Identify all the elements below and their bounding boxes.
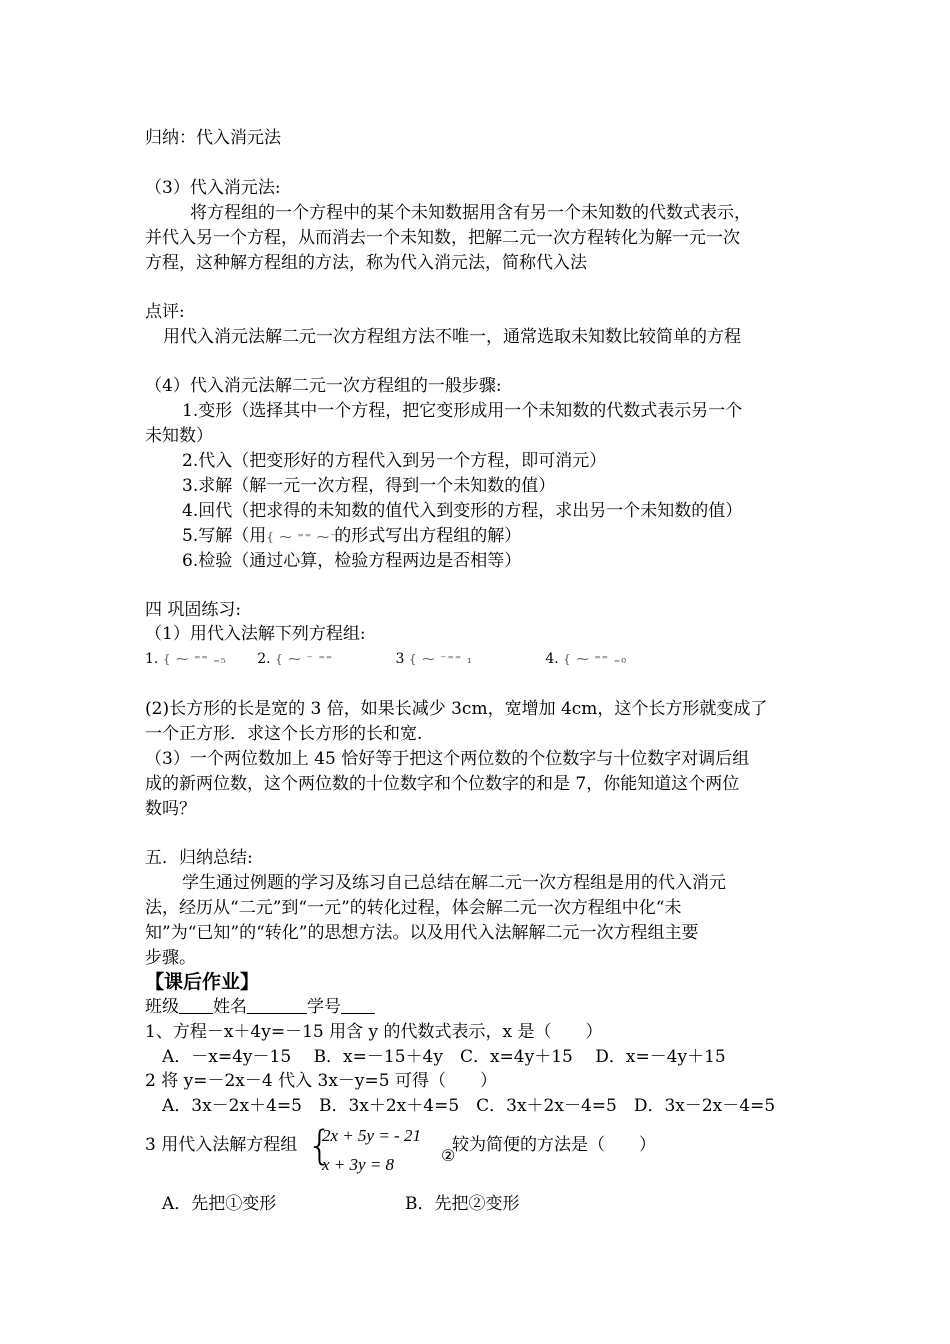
system-3-label: 3 — [395, 651, 405, 667]
homework-info-row — [145, 995, 375, 1019]
practice-systems-row — [145, 647, 663, 671]
step-5-suffix: 的形式写出方程组的解） — [334, 526, 522, 546]
practice-1-heading: （1）用代入法解下列方程组: — [145, 624, 366, 644]
question-3-prefix: 3 用代入法解方程组 — [145, 1135, 298, 1155]
q3-equation-2: x + 3y = 8 — [322, 1155, 395, 1174]
name-blank[interactable] — [247, 995, 307, 1014]
q3-option-a: A．先把①变形 — [162, 1194, 277, 1214]
question-3-suffix: 较为简便的方法是（ ） — [452, 1135, 656, 1155]
section-summary-heading: 五．归纳总结: — [145, 848, 253, 868]
paragraph-line: 将方程组的一个方程中的某个未知数据用含有另一个未知数的代数式表示， — [190, 203, 751, 223]
id-label: 学号 — [307, 997, 341, 1017]
summary-line: 学生通过例题的学习及练习自己总结在解二元一次方程组是用的代入消元 — [182, 873, 726, 893]
practice-2-line2: 一个正方形．求这个长方形的长和宽. — [145, 724, 423, 744]
section-3-heading: （3）代入消元法: — [145, 178, 281, 198]
step-3: 3.求解（解一元一次方程，得到一个未知数的值） — [182, 476, 556, 496]
section-practice-heading: 四 巩固练习: — [145, 600, 242, 620]
q3-option-b: B．先把②变形 — [405, 1194, 520, 1214]
question-2: 2 将 y=－2x－4 代入 3x－y=5 可得（ ） — [145, 1071, 497, 1091]
homework-title: 【课后作业】 — [145, 971, 260, 993]
step-4: 4.回代（把求得的未知数的值代入到变形的方程，求出另一个未知数的值） — [182, 501, 743, 521]
system-4-label: 4. — [545, 651, 559, 667]
step-5 — [182, 524, 521, 549]
system-4-image: { ⁓ ⁼⁼ ₌₀ — [563, 652, 628, 666]
step-6: 6.检验（通过心算，检验方程两边是否相等） — [182, 551, 522, 571]
system-3-image: { ⁓ ⁻⁼⁼ ₁ — [408, 652, 473, 666]
step-5-prefix: 5.写解（用 — [182, 526, 267, 546]
q3-equation-1: 2x + 5y = - 21 — [322, 1126, 421, 1145]
paragraph-line: 并代入另一个方程，从而消去一个未知数，把解二元一次方程转化为解一元一次 — [145, 228, 740, 248]
practice-3-line1: （3）一个两位数加上 45 恰好等于把这个两位数的个位数字与十位数字对调后组 — [145, 749, 750, 769]
practice-3-line3: 数吗？ — [145, 799, 196, 819]
question-1-options: A．－x=4y－15 B．x=－15＋4y C．x=4y＋15 D．x=－4y＋15 — [162, 1047, 726, 1067]
system-1-image: { ⁓ ⁼⁼ ₌₅ — [162, 652, 227, 666]
class-label: 班级 — [145, 997, 179, 1017]
class-blank[interactable] — [179, 995, 213, 1014]
name-label: 姓名 — [213, 997, 247, 1017]
paragraph-line: 方程，这种解方程组的方法，称为代入消元法，简称代入法 — [145, 253, 587, 273]
comment-text: 用代入消元法解二元一次方程组方法不唯一，通常选取未知数比较简单的方程 — [163, 327, 741, 347]
q3-circle-2: ② — [441, 1146, 456, 1165]
system-2-image: { ⁓ ⁻ ⁼⁼ — [275, 652, 334, 666]
system-2-label: 2. — [257, 651, 271, 667]
solution-form-image: { ⁓ ⁼⁼ ⁓⁻ — [266, 530, 338, 544]
question-2-options: A．3x－2x＋4=5 B．3x＋2x＋4=5 C．3x＋2x－4=5 D．3x－2x－4=5 — [162, 1096, 776, 1116]
id-blank[interactable] — [341, 995, 375, 1014]
comment-heading: 点评: — [145, 302, 185, 322]
system-brace: { — [307, 1123, 333, 1169]
step-1: 1.变形（选择其中一个方程，把它变形成用一个未知数的代数式表示另一个 — [182, 401, 743, 421]
section-4-heading: （4）代入消元法解二元一次方程组的一般步骤: — [145, 376, 502, 396]
step-2: 2.代入（把变形好的方程代入到另一个方程，即可消元） — [182, 451, 607, 471]
summary-heading: 归纳：代入消元法 — [145, 128, 281, 148]
system-1-label: 1. — [145, 651, 159, 667]
summary-line: 知”为“已知”的“转化”的思想方法。以及用代入法解解二元一次方程组主要 — [145, 923, 699, 943]
practice-3-line2: 成的新两位数，这个两位数的十位数字和个位数字的和是 7，你能知道这个两位 — [145, 774, 740, 794]
step-1-cont: 未知数） — [145, 426, 213, 446]
summary-line: 步骤。 — [145, 948, 196, 968]
summary-line: 法，经历从“二元”到“一元”的转化过程，体会解二元一次方程组中化“未 — [145, 898, 682, 918]
practice-2-line1: (2)长方形的长是宽的 3 倍，如果长减少 3cm，宽增加 4cm，这个长方形就变成了 — [145, 699, 768, 719]
question-1: 1、方程－x＋4y=－15 用含 y 的代数式表示，x 是（ ） — [145, 1022, 603, 1042]
